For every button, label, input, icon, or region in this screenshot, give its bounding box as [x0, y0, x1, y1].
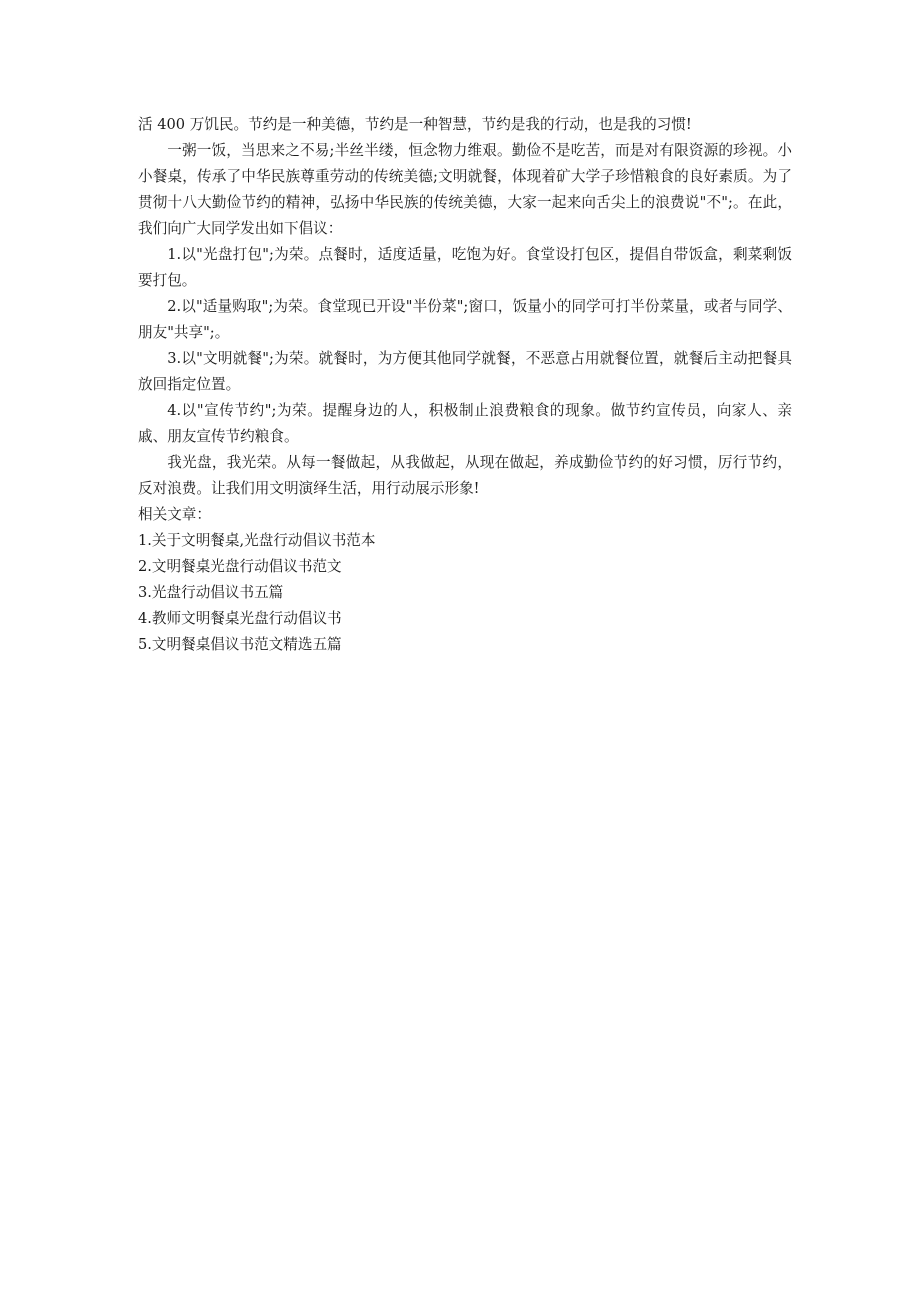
paragraph-intro: 活 400 万饥民。节约是一种美德，节约是一种智慧，节约是我的行动，也是我的习惯!	[138, 116, 692, 133]
paragraph-proposal-4: 4.以"宣传节约";为荣。提醒身边的人，积极制止浪费粮食的现象。做节约宣传员，向家人、亲戚、朋友宣传节约粮食。	[138, 402, 792, 445]
document-page	[138, 112, 792, 658]
related-article-item[interactable]	[138, 554, 792, 580]
related-article-item[interactable]	[138, 580, 792, 606]
related-article-item[interactable]	[138, 606, 792, 632]
paragraph-proposal-2: 2.以"适量购取";为荣。食堂现已开设"半份菜";窗口，饭量小的同学可打半份菜量，或者与同学、朋友"共享";。	[138, 298, 792, 341]
related-article-item[interactable]	[138, 528, 792, 554]
related-articles-heading: 相关文章：	[138, 506, 211, 523]
paragraph-thrift: 一粥一饭，当思来之不易;半丝半缕，恒念物力维艰。勤俭不是吃苦，而是对有限资源的珍视。小小餐桌，传承了中华民族尊重劳动的传统美德;文明就餐，体现着矿大学子珍惜粮食的良好素质。为了贯彻十八大勤俭节约的精神，弘扬中华民族的传统美德，大家一起来向舌尖上的浪费说"不";。在此，我们向广大同学发出如下倡议：	[138, 142, 792, 237]
related-article-link-1[interactable]: 1.关于文明餐桌,光盘行动倡议书范本	[138, 532, 376, 549]
paragraph-closing: 我光盘，我光荣。从每一餐做起，从我做起，从现在做起，养成勤俭节约的好习惯，厉行节约，反对浪费。让我们用文明演绎生活，用行动展示形象!	[138, 454, 792, 497]
related-article-link-2[interactable]: 2.文明餐桌光盘行动倡议书范文	[138, 558, 342, 575]
related-article-item[interactable]	[138, 632, 792, 658]
paragraph-proposal-1: 1.以"光盘打包";为荣。点餐时，适度适量，吃饱为好。食堂设打包区，提倡自带饭盒，剩菜剩饭要打包。	[138, 246, 792, 289]
paragraph-proposal-3: 3.以"文明就餐";为荣。就餐时，为方便其他同学就餐，不恶意占用就餐位置，就餐后主动把餐具放回指定位置。	[138, 350, 792, 393]
related-article-link-5[interactable]: 5.文明餐桌倡议书范文精选五篇	[138, 636, 342, 653]
related-article-link-3[interactable]: 3.光盘行动倡议书五篇	[138, 584, 284, 601]
related-articles-list	[138, 528, 792, 658]
related-article-link-4[interactable]: 4.教师文明餐桌光盘行动倡议书	[138, 610, 342, 627]
